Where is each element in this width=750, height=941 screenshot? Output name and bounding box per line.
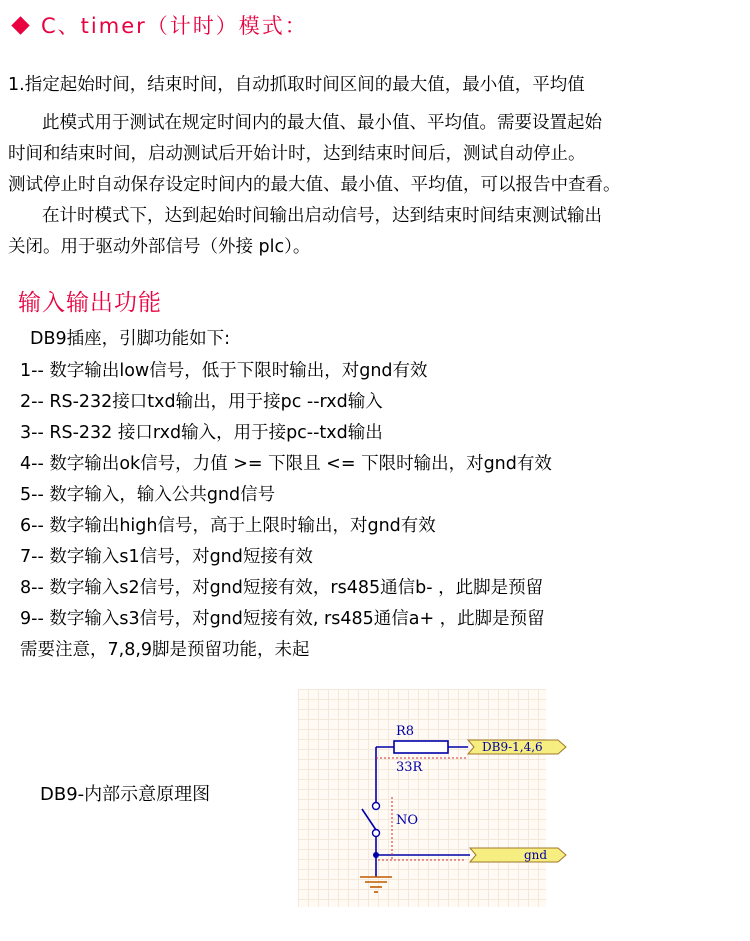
switch-contact-bottom <box>373 830 380 837</box>
ground-icon <box>360 877 392 892</box>
pin-item-5: 5-- 数字输入，输入公共gnd信号 <box>20 485 276 505</box>
mode-desc-line-3: 时间和结束时间，启动测试后开始计时，达到结束时间后，测试自动停止。 <box>8 144 586 164</box>
io-section-title: 输入输出功能 <box>18 290 162 316</box>
switch-no-label: NO <box>396 813 419 828</box>
switch-contact-top <box>373 803 380 810</box>
reserved-pins-note: 需要注意，7,8,9脚是预留功能，未起 <box>20 640 310 660</box>
junction-dot <box>373 852 379 858</box>
pin-item-7: 7-- 数字输入s1信号，对gnd短接有效 <box>20 547 313 567</box>
section-heading-timer-mode <box>10 10 308 40</box>
pin-item-4: 4-- 数字输出ok信号，力值 >= 下限且 <= 下限时输出，对gnd有效 <box>20 454 552 474</box>
mode-desc-line-1: 1.指定起始时间，结束时间，自动抓取时间区间的最大值，最小值，平均值 <box>8 75 585 95</box>
gnd-port-label: gnd <box>524 848 548 862</box>
pin-item-2: 2-- RS-232接口txd输出，用于接pc --rxd输入 <box>20 392 383 412</box>
diamond-bullet-icon <box>11 16 29 34</box>
pin-item-1: 1-- 数字输出low信号，低于下限时输出，对gnd有效 <box>20 361 428 381</box>
resistor-value-label: 33R <box>396 760 423 775</box>
mode-desc-line-4: 测试停止时自动保存设定时间内的最大值、最小值、平均值，可以报告中查看。 <box>8 175 621 195</box>
pin-item-9: 9-- 数字输入s3信号，对gnd短接有效, rs485通信a+ ，此脚是预留 <box>20 609 545 629</box>
pin-item-3: 3-- RS-232 接口rxd输入，用于接pc--txd输出 <box>20 423 383 443</box>
pin-item-6: 6-- 数字输出high信号，高于上限时输出，对gnd有效 <box>20 516 436 536</box>
mode-desc-line-5: 在计时模式下，达到起始时间输出启动信号，达到结束时间结束测试输出 <box>42 206 602 226</box>
pin-item-8: 8-- 数字输入s2信号，对gnd短接有效，rs485通信b- ，此脚是预留 <box>20 578 544 598</box>
db9-schematic <box>298 689 568 907</box>
section-heading-text: C、timer（计时）模式： <box>41 14 308 38</box>
resistor-ref-label: R8 <box>396 724 415 739</box>
db9-port-label: DB9-1,4,6 <box>482 740 543 754</box>
gnd-port-shape <box>470 848 566 862</box>
resistor-r8 <box>394 741 448 753</box>
db9-intro: DB9插座，引脚功能如下: <box>30 329 231 349</box>
mode-desc-line-2: 此模式用于测试在规定时间内的最大值、最小值、平均值。需要设置起始 <box>42 113 602 133</box>
switch-lever <box>362 809 376 830</box>
mode-desc-line-6: 关闭。用于驱动外部信号（外接 plc）。 <box>8 237 311 257</box>
diagram-caption: DB9-内部示意原理图 <box>40 784 211 805</box>
